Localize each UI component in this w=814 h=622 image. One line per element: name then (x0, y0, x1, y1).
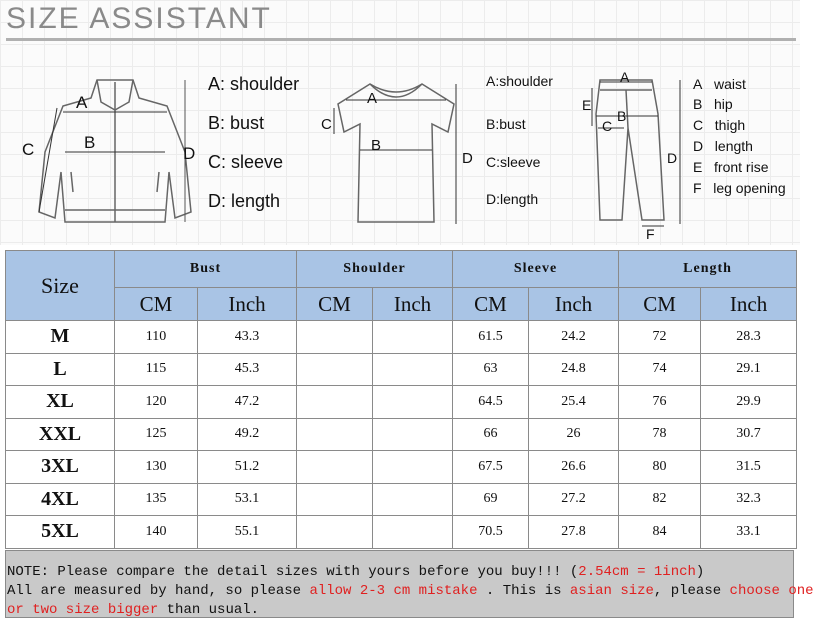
tshirt-label-a: A (367, 90, 378, 107)
table-cell: 140 (115, 516, 198, 549)
unit-header: CM (297, 288, 373, 321)
table-cell: 78 (619, 418, 701, 451)
size-label: L (6, 353, 115, 386)
table-cell: 53.1 (198, 483, 297, 516)
tshirt-legend-item: B:bust (486, 116, 526, 132)
table-cell: 64.5 (453, 386, 529, 419)
jacket-diagram (35, 72, 200, 237)
table-cell: 45.3 (198, 353, 297, 386)
pants-label-d: D (667, 150, 678, 166)
tshirt-label-b: B (371, 137, 382, 154)
table-cell: 76 (619, 386, 701, 419)
table-cell (373, 321, 453, 354)
table-cell: 47.2 (198, 386, 297, 419)
table-cell: 80 (619, 451, 701, 484)
table-cell: 27.2 (529, 483, 619, 516)
size-label: M (6, 321, 115, 354)
unit-header: Inch (198, 288, 297, 321)
unit-header: Inch (373, 288, 453, 321)
table-cell: 29.1 (701, 353, 797, 386)
table-cell: 51.2 (198, 451, 297, 484)
table-row (6, 516, 797, 549)
unit-header: Inch (701, 288, 797, 321)
group-header-sleeve: Sleeve (453, 251, 619, 288)
note-line-2: All are measured by hand, so please allow 2-3 cm mistake . This is asian size, please choose one (7, 583, 814, 599)
pants-legend-item: E front rise (693, 159, 769, 175)
size-label: XXL (6, 418, 115, 451)
size-label: 3XL (6, 451, 115, 484)
note-line-1: NOTE: Please compare the detail sizes with yours before you buy!!! (2.54cm = 1inch) (7, 564, 705, 580)
unit-header: Inch (529, 288, 619, 321)
table-cell (297, 451, 373, 484)
note-line-3: or two size bigger than usual. (7, 602, 260, 618)
tshirt-diagram (326, 78, 466, 228)
table-cell: 31.5 (701, 451, 797, 484)
pants-legend-item: D length (693, 138, 753, 154)
table-cell: 84 (619, 516, 701, 549)
table-row (6, 451, 797, 484)
unit-header: CM (619, 288, 701, 321)
table-row (6, 321, 797, 354)
table-cell: 28.3 (701, 321, 797, 354)
table-row (6, 353, 797, 386)
table-cell (297, 483, 373, 516)
table-row (6, 483, 797, 516)
title-divider (6, 38, 796, 41)
table-cell: 135 (115, 483, 198, 516)
tshirt-label-c: C (321, 116, 332, 133)
table-cell: 26.6 (529, 451, 619, 484)
table-cell: 55.1 (198, 516, 297, 549)
pants-legend-item: F leg opening (693, 180, 786, 196)
table-cell: 115 (115, 353, 198, 386)
table-cell: 67.5 (453, 451, 529, 484)
table-cell: 25.4 (529, 386, 619, 419)
pants-legend-item: B hip (693, 96, 733, 112)
tshirt-label-d: D (462, 150, 473, 167)
tshirt-legend-item: A:shoulder (486, 73, 553, 89)
table-cell: 43.3 (198, 321, 297, 354)
size-column-header: Size (6, 251, 115, 321)
size-label: XL (6, 386, 115, 419)
table-cell: 125 (115, 418, 198, 451)
jacket-legend-item: B: bust (208, 113, 265, 133)
tshirt-legend-item: C:sleeve (486, 154, 541, 170)
jacket-legend-item: D: length (208, 191, 281, 211)
table-cell (373, 386, 453, 419)
table-cell: 120 (115, 386, 198, 419)
table-cell: 26 (529, 418, 619, 451)
table-cell: 74 (619, 353, 701, 386)
table-cell (373, 516, 453, 549)
table-cell: 70.5 (453, 516, 529, 549)
jacket-legend-item: C: sleeve (208, 152, 284, 172)
table-cell: 24.2 (529, 321, 619, 354)
table-cell: 110 (115, 321, 198, 354)
table-cell (297, 386, 373, 419)
table-cell: 30.7 (701, 418, 797, 451)
size-label: 4XL (6, 483, 115, 516)
table-cell: 33.1 (701, 516, 797, 549)
jacket-label-c: C (22, 140, 35, 159)
pants-label-c: C (602, 118, 613, 134)
pants-label-a: A (620, 69, 630, 85)
sizing-note (5, 550, 814, 618)
table-cell (373, 451, 453, 484)
pants-label-e: E (582, 97, 592, 113)
table-cell: 66 (453, 418, 529, 451)
jacket-label-a: A (76, 93, 88, 112)
table-cell (373, 353, 453, 386)
table-cell (373, 483, 453, 516)
jacket-label-d: D (183, 144, 196, 163)
table-cell (297, 418, 373, 451)
group-header-length: Length (619, 251, 797, 288)
size-label: 5XL (6, 516, 115, 549)
table-cell: 130 (115, 451, 198, 484)
table-cell (297, 353, 373, 386)
table-cell: 61.5 (453, 321, 529, 354)
pants-label-b: B (617, 108, 627, 124)
pants-legend-item: C thigh (693, 117, 746, 133)
group-header-shoulder: Shoulder (297, 251, 453, 288)
table-group-header-row (6, 251, 797, 288)
table-cell (373, 418, 453, 451)
unit-header: CM (453, 288, 529, 321)
tshirt-legend-item: D:length (486, 191, 539, 207)
table-row (6, 418, 797, 451)
table-cell: 69 (453, 483, 529, 516)
table-cell: 49.2 (198, 418, 297, 451)
table-cell: 63 (453, 353, 529, 386)
jacket-label-b: B (84, 133, 96, 152)
table-cell: 72 (619, 321, 701, 354)
table-cell: 32.3 (701, 483, 797, 516)
page-title: SIZE ASSISTANT (6, 2, 272, 35)
size-table (5, 250, 797, 549)
unit-header: CM (115, 288, 198, 321)
pants-legend-item: A waist (693, 76, 746, 92)
table-cell (297, 321, 373, 354)
table-cell: 27.8 (529, 516, 619, 549)
group-header-bust: Bust (115, 251, 297, 288)
table-cell: 24.8 (529, 353, 619, 386)
table-cell: 82 (619, 483, 701, 516)
pants-label-f: F (646, 226, 655, 242)
table-row (6, 386, 797, 419)
table-cell (297, 516, 373, 549)
table-unit-header-row (6, 288, 797, 321)
jacket-legend-item: A: shoulder (208, 74, 300, 94)
table-cell: 29.9 (701, 386, 797, 419)
